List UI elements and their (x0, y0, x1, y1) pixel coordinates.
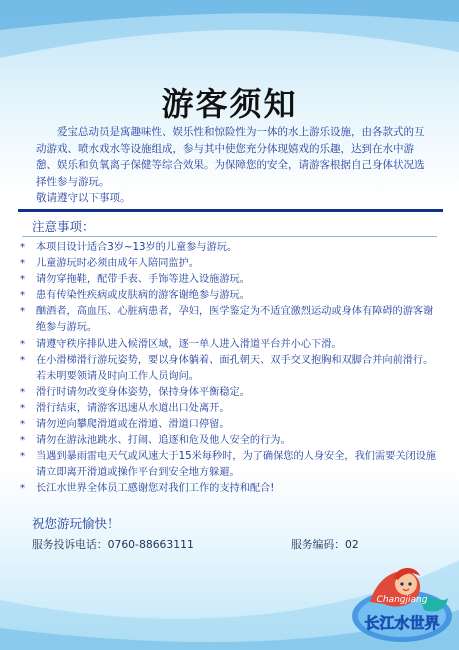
notes-heading: 注意事项： (32, 219, 95, 234)
bullet-icon: * (20, 386, 25, 398)
bullet-icon: * (20, 258, 25, 270)
service-code-value: 02 (344, 538, 359, 551)
hotline-number: 0760-88663111 (107, 538, 194, 551)
rule-item (20, 417, 440, 433)
rule-item (20, 288, 440, 304)
rule-item (20, 433, 440, 449)
bullet-icon: * (20, 435, 25, 447)
complaint-hotline (32, 537, 194, 552)
bullet-icon: * (20, 242, 25, 253)
rule-item (20, 385, 440, 401)
intro-closing: 敬请遵守以下事项。 (36, 192, 131, 204)
bullet-icon: * (20, 290, 25, 302)
rule-item (20, 272, 440, 288)
page-title: 游客须知 (161, 85, 298, 123)
svg-text:Changjiang: Changjiang (376, 595, 428, 605)
notes-underline (22, 236, 437, 237)
bullet-icon: * (20, 402, 25, 414)
rule-text: 请遵守秩序排队进入候滑区域，逐一单人进入滑道平台并小心下滑。 (36, 338, 342, 350)
rule-item (20, 240, 440, 256)
rule-text: 患有传染性疾病或皮肤病的游客谢绝参与游玩。 (36, 290, 250, 302)
rule-item (20, 481, 440, 497)
rule-item (20, 304, 440, 336)
rules-list (20, 240, 440, 498)
rule-item (20, 337, 440, 353)
bullet-icon: * (20, 306, 25, 318)
closing-wish: 祝您游玩愉快！ (32, 516, 120, 531)
rule-item (20, 449, 440, 481)
rule-text: 酗酒者，高血压、心脏病患者，孕妇，医学鉴定为不适宜激烈运动或身体有障碍的游客谢绝参与游玩。 (36, 306, 434, 334)
rule-item (20, 256, 440, 272)
mermaid-logo-icon (350, 558, 454, 646)
rule-text: 滑行时请勿改变身体姿势，保持身体平衡稳定。 (36, 386, 250, 398)
rule-item (20, 401, 440, 417)
service-code-label: 服务编码： (291, 538, 345, 551)
bullet-icon: * (20, 354, 25, 366)
rule-text: 本项目设计适合3岁~13岁的儿童参与游玩。 (36, 242, 238, 253)
rule-text: 滑行结束，请游客迅速从水道出口处离开。 (36, 402, 230, 414)
rule-text: 请勿逆向攀爬滑道或在滑道、滑道口停留。 (36, 419, 230, 431)
rule-text: 儿童游玩时必须由成年人陪同监护。 (36, 258, 199, 270)
svg-text:长江水世界: 长江水世界 (364, 614, 440, 632)
bullet-icon: * (20, 483, 25, 495)
rule-text: 当遇到暴雨雷电天气或风速大于15米每秒时，为了确保您的人身安全，我们需要关闭设施请立即离开滑道或操作平台到安全地方躲避。 (36, 451, 437, 479)
bullet-icon: * (20, 274, 25, 286)
section-divider (18, 209, 443, 212)
rule-item (20, 353, 440, 385)
rule-text: 在小滑梯滑行游玩姿势，要以身体躺着、面孔朝天、双手交叉抱胸和双脚合并向前滑行。若未明要领请及时向工作人员询问。 (36, 354, 434, 382)
hotline-label: 服务投诉电话： (32, 538, 108, 551)
intro-paragraph: 爱宝总动员是寓趣味性、娱乐性和惊险性为一体的水上游乐设施，由各款式的互动游戏、喷水戏水等设施组成，参与其中使您充分体现嬉戏的乐趣，达到在水中游憩、娱乐和负氧离子保健等综合效果。为保障您的安全，请游客根据自己身体状况选择性参与游玩。 (36, 126, 425, 188)
rule-text: 请勿在游泳池跳水、打闹、追逐和危及他人安全的行为。 (36, 435, 291, 447)
rule-text: 请勿穿拖鞋，配带手表、手饰等进入设施游玩。 (36, 274, 250, 286)
bullet-icon: * (20, 419, 25, 431)
bullet-icon: * (20, 338, 25, 350)
service-code (291, 537, 359, 552)
bullet-icon: * (20, 451, 25, 463)
rule-text: 长江水世界全体员工感谢您对我们工作的支持和配合! (36, 483, 275, 495)
